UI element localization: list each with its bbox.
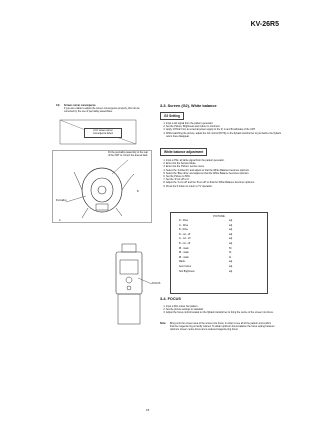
wb-step: 7. Set the 'R cut off' to 0. [166, 178, 281, 181]
model-number: KV-26R5 [250, 21, 279, 28]
row-value: adj. [229, 242, 233, 245]
wb-step: 8. Adjust the 'G cut off' and the 'B cut off' so that the White Balance becomes optimum. [166, 181, 281, 184]
step-body: If you are unable to adjust the screen convergence properly, this can be corrected by the use of permalloy assemblies. [64, 107, 140, 114]
wb-step: 5. Select the 'Blue drive' and adjust so that the White Balance becomes optimum. [166, 172, 281, 175]
g2-setting-box: G2 Setting [160, 112, 184, 120]
focus-note [160, 322, 275, 332]
focus-step: 2. Set the picture settings to standard. [166, 308, 281, 311]
row-name: Matrix [179, 261, 186, 264]
callout-line-2: convergence defect [92, 133, 114, 135]
label-a: A [59, 219, 61, 222]
g2-steps-list [160, 122, 281, 138]
g2-step: 4. Whilst watching the picture, adjust the G2 control (RV70) on the flyback transformer to just before the flyback return lines disappear. [166, 132, 281, 138]
g2-step: 3. Apply 170Vdc from an external power supply to the R, G and B cathodes of the CRT. [166, 128, 281, 131]
row-name: IB - mask [179, 252, 189, 255]
row-name: G - cut - off [179, 238, 191, 241]
row-name: Auto Colour [179, 265, 192, 268]
section-focus-heading: 3-4. FOCUS [160, 297, 181, 301]
table-title: PICTURE [213, 215, 225, 218]
white-balance-steps-list [160, 159, 281, 188]
label-b: B [137, 190, 139, 193]
row-name: IB - mask [179, 247, 189, 250]
row-value: adj. [229, 229, 233, 232]
focus-label: FOCUS [152, 282, 161, 285]
wb-step: 2. Enter into the Service Mode. [166, 162, 281, 165]
focus-steps-list [160, 305, 281, 315]
step-number: 13) [56, 104, 60, 107]
permalloy-label: Permalloy [56, 199, 67, 202]
g2-step: 2. Set the Picture, Brightness and Colour to minimum. [166, 125, 281, 128]
picture-menu-table [170, 212, 268, 294]
row-name: G - Drive [179, 224, 189, 227]
row-value: adj. [229, 270, 233, 273]
wb-step: 1. Input a 'PAL' all white signal from the pattern generator. [166, 159, 281, 162]
row-name: R - Drive [179, 220, 189, 222]
row-value: adj. [229, 261, 233, 264]
row-value: 11 [229, 256, 232, 259]
row-value: adj. [229, 233, 233, 236]
page-number: 15 [146, 408, 150, 412]
row-name: R - cut - off [179, 233, 191, 236]
row-value: adj. [229, 265, 233, 268]
wb-step: 3. Enter into the 'Picture' service menu. [166, 165, 281, 168]
row-value: adj. [229, 220, 233, 222]
row-name: IB - mask [179, 256, 189, 259]
row-name: B - cut - off [179, 242, 191, 245]
figure-note-line-2: of the CRT to correct the area at fault. [107, 154, 148, 158]
row-name: B - Drive [179, 229, 188, 232]
step-13-block [56, 104, 140, 114]
white-balance-box: White balance adjustment [160, 148, 207, 156]
row-name: Sub Brightness [179, 270, 195, 273]
row-value: adj. [229, 238, 233, 241]
figure-note-line-1: Fit the permalloy assembly to the rear [108, 151, 148, 154]
wb-step: 9. Press the 0 button to return to TV operation. [166, 185, 281, 188]
wb-step: 6. Set the Picture to 50%. [166, 175, 281, 178]
focus-figure [108, 242, 168, 332]
row-value: 50 [229, 247, 232, 250]
figure-note [96, 151, 148, 157]
note-label: Note: [160, 322, 167, 325]
note-text: Bring onto the screen area of the screen into focus, in order to see all of the pattern and confirm that the magenta ring is hardly noticed. To obtain optimum focus balance the focus setting between optimum screen centre focus and a reduced magenta ring focus. [170, 322, 275, 332]
table-row [171, 270, 267, 275]
focus-step: 3. Adjust the focus control located on the flyback transformer to bring the centre of the screen into focus. [166, 311, 281, 314]
wb-step: 4. Select the 'G-bias drv' and adjust so that the White Balance becomes optimum. [166, 169, 281, 172]
row-value: adj. [229, 224, 233, 227]
focus-step: 1. Input a PAL colour bar pattern. [166, 305, 281, 308]
step-title: Screen corner convergence. [64, 104, 97, 107]
row-value: 31 [229, 252, 232, 255]
callout-line-1: A=A' screen corner [93, 130, 113, 132]
section-screen-heading: 3-3. Screen (G2), White balance [160, 104, 217, 108]
convergence-callout [84, 128, 122, 138]
g2-step: 1. Input a dot signal from the pattern generator. [166, 122, 281, 125]
